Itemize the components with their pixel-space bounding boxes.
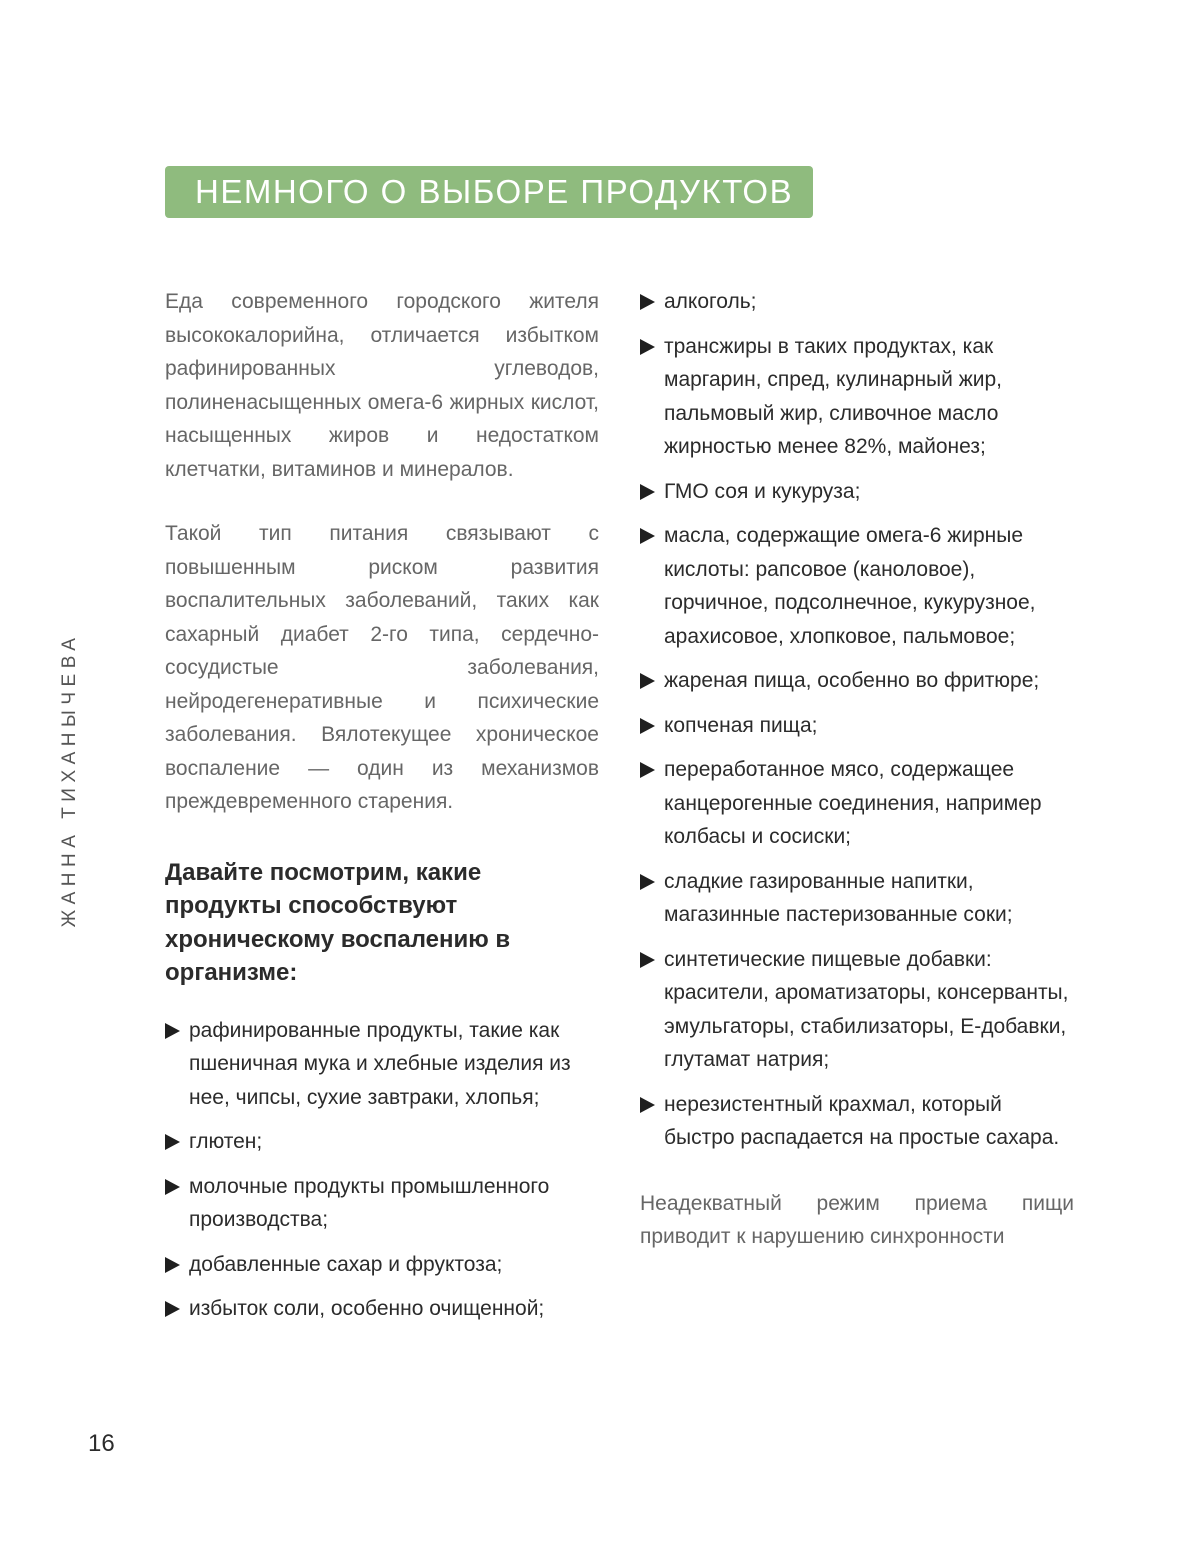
closing-paragraph: Неадекватный режим приема пищи приводит к нарушению синхронности [640, 1191, 1074, 1248]
triangle-bullet-icon [640, 762, 655, 778]
list-item [165, 1014, 599, 1115]
list-item [640, 519, 1074, 653]
list-item-text: трансжиры в таких продуктах, как маргарин, спред, кулинарный жир, пальмовый жир, сливочное масло жирностью менее 82%, майонез; [664, 334, 1002, 458]
list-item [165, 1125, 599, 1159]
section-title: НЕМНОГО О ВЫБОРЕ ПРОДУКТОВ [195, 173, 794, 210]
triangle-bullet-icon [640, 528, 655, 544]
left-bullet-list [165, 1014, 599, 1326]
list-item-text: синтетические пищевые добавки: красители, ароматизаторы, консерванты, эмульгаторы, стабилизаторы, Е-добавки, глутамат натрия; [664, 947, 1069, 1071]
triangle-bullet-icon [165, 1301, 180, 1317]
list-item [165, 1248, 599, 1282]
list-item [640, 664, 1074, 698]
list-item [640, 475, 1074, 509]
list-item-text: ГМО соя и кукуруза; [664, 479, 861, 503]
list-item [640, 285, 1074, 319]
list-item-text: алкоголь; [664, 290, 757, 313]
list-item [640, 943, 1074, 1077]
right-column [640, 285, 1074, 1254]
triangle-bullet-icon [640, 952, 655, 968]
list-item-text: рафинированные продукты, такие как пшеничная мука и хлебные изделия из нее, чипсы, сухие завтраки, хлопья; [189, 1018, 571, 1109]
triangle-bullet-icon [640, 484, 655, 500]
intro-paragraph: Еда современного городского жителя высококалорийна, отличается избытком рафинированных углеводов, полиненасыщенных омега-6 жирных кислот, насыщенных жиров и недостатком клетчатки, витаминов и минералов. [165, 290, 599, 481]
triangle-bullet-icon [640, 294, 655, 310]
list-item-text: копченая пища; [664, 713, 818, 737]
list-item [640, 330, 1074, 464]
list-item-text: избыток соли, особенно очищенной; [189, 1297, 545, 1320]
list-heading: Давайте посмотрим, какие продукты способствуют хроническому воспалению в организме: [165, 858, 511, 986]
list-item [640, 753, 1074, 854]
list-item-text: молочные продукты промышленного производства; [189, 1174, 550, 1231]
list-item-text: переработанное мясо, содержащее канцерогенные соединения, например колбасы и сосиски; [664, 758, 1042, 848]
list-item [165, 1292, 599, 1326]
list-item [640, 709, 1074, 743]
list-item-text: глютен; [189, 1130, 263, 1153]
triangle-bullet-icon [165, 1257, 180, 1273]
list-item-text: сладкие газированные напитки, магазинные пастеризованные соки; [664, 869, 1013, 926]
triangle-bullet-icon [165, 1023, 180, 1039]
section-header [165, 166, 813, 218]
author-name: ЖАННА ТИХАНЫЧЕВА [59, 632, 80, 928]
right-bullet-list [640, 285, 1074, 1155]
list-item-text: нерезистентный крахмал, который быстро распадается на простые сахара. [664, 1092, 1060, 1149]
page-number: 16 [88, 1430, 115, 1457]
triangle-bullet-icon [640, 673, 655, 689]
triangle-bullet-icon [640, 339, 655, 355]
triangle-bullet-icon [165, 1134, 180, 1150]
inflammation-paragraph: Такой тип питания связывают с повышенным риском развития воспалительных заболеваний, таких как сахарный диабет 2-го типа, сердечно-сосудистые заболевания, нейродегенеративные и психические заболевания. Вялотекущее хроническое воспаление — один из механизмов преждевременного старения. [165, 522, 599, 813]
list-item [165, 1170, 599, 1237]
list-item [640, 865, 1074, 932]
triangle-bullet-icon [640, 1097, 655, 1113]
list-item-text: масла, содержащие омега-6 жирные кислоты: рапсовое (каноловое), горчичное, подсолнечное, кукурузное, арахисовое, хлопковое, пальмовое; [664, 524, 1036, 648]
left-column [165, 285, 599, 1337]
triangle-bullet-icon [165, 1179, 180, 1195]
triangle-bullet-icon [640, 874, 655, 890]
triangle-bullet-icon [640, 718, 655, 734]
list-item [640, 1088, 1074, 1155]
list-item-text: добавленные сахар и фруктоза; [189, 1252, 503, 1276]
list-item-text: жареная пища, особенно во фритюре; [664, 669, 1040, 692]
